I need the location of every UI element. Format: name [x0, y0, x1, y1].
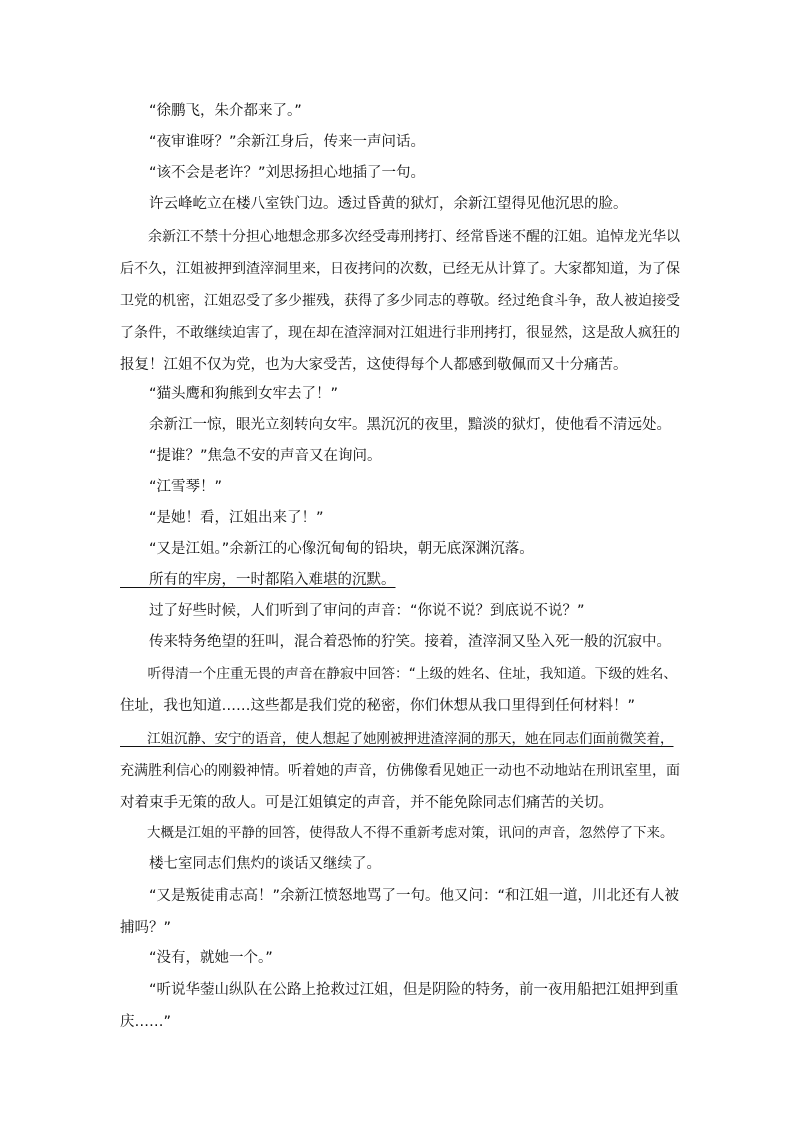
paragraph-line: 后不久，江姐被押到渣滓洞里来，日夜拷问的次数，已经无从计算了。大家都知道，为了保: [120, 261, 680, 277]
paragraph: 传来特务绝望的狂叫，混合着恐怖的狞笑。接着，渣滓洞又坠入死一般的沉寂中。: [120, 634, 671, 650]
paragraph-line: 充满胜利信心的刚毅神情。听着她的声音，仿佛像看见她正一动也不动地站在刑讯室里，面: [120, 763, 680, 779]
paragraph-line: 对着束手无策的敌人。可是江姐镇定的声音，并不能免除同志们痛苦的关切。: [120, 795, 613, 811]
paragraph: “该不会是老许？”刘思扬担心地插了一句。: [120, 165, 426, 181]
paragraph-line: 捕吗？”: [120, 920, 172, 936]
paragraph-line: “又是叛徒甫志高！”余新江愤怒地骂了一句。他又问：“和江姐一道，川北还有人被: [120, 888, 680, 904]
paragraph-line: “听说华蓥山纵队在公路上抢救过江姐，但是阴险的特务，前一夜用船把江姐押到重: [120, 982, 679, 998]
paragraph-line: 听得清一个庄重无畏的声音在静寂中回答：“上级的姓名、住址，我知道。下级的姓名、: [120, 666, 678, 682]
paragraph: “提谁？”焦急不安的声音又在询问。: [120, 448, 382, 464]
paragraph: “夜审谁呀？”余新江身后，传来一声问话。: [120, 134, 426, 150]
paragraph: “江雪琴！”: [120, 479, 223, 495]
paragraph-line: 报复！江姐不仅为党，也为大家受苦，这使得每个人都感到敬佩而又十分痛苦。: [120, 357, 628, 373]
paragraph: “又是江姐。”余新江的心像沉甸甸的铅块，朝无底深渊沉落。: [120, 541, 534, 557]
underlined-paragraph-line: 江姐沉静、安宁的语音，使人想起了她刚被押进渣滓洞的那天，她在同志们面前微笑着，: [120, 731, 674, 747]
paragraph: “徐鹏飞，朱介都来了。”: [120, 103, 302, 119]
paragraph-line: 住址，我也知道……这些都是我们党的秘密，你们休想从我口里得到任何材料！”: [120, 698, 636, 714]
underlined-paragraph: 所有的牢房，一时都陷入难堪的沉默。: [120, 572, 396, 588]
paragraph: 楼七室同志们焦灼的谈话又继续了。: [120, 856, 381, 872]
paragraph: “是她！看，江姐出来了！”: [120, 510, 324, 526]
paragraph-line: 庆……”: [120, 1014, 172, 1030]
paragraph: “猫头鹰和狗熊到女牢去了！”: [120, 386, 339, 402]
paragraph: 许云峰屹立在楼八室铁门边。透过昏黄的狱灯，余新江望得见他沉思的脸。: [120, 196, 628, 212]
paragraph: “没有，就她一个。”: [120, 950, 273, 966]
paragraph: 过了好些时候，人们听到了审问的声音：“你说不说？到底说不说？”: [120, 603, 585, 619]
paragraph: 余新江一惊，眼光立刻转向女牢。黑沉沉的夜里，黯淡的狱灯，使他看不清远处。: [120, 417, 671, 433]
paragraph-line: 卫党的机密，江姐忍受了多少摧残，获得了多少同志的尊敬。经过绝食斗争，敌人被迫接受: [120, 293, 680, 309]
paragraph: 大概是江姐的平静的回答，使得敌人不得不重新考虑对策，讯问的声音，忽然停了下来。: [120, 825, 674, 841]
paragraph-line: 了条件，不敢继续迫害了，现在却在渣滓洞对江姐进行非刑拷打，很显然，这是敌人疯狂的: [120, 325, 680, 341]
paragraph-line: 余新江不禁十分担心地想念那多次经受毒刑拷打、经常昏迷不醒的江姐。追悼龙光华以: [120, 229, 680, 245]
